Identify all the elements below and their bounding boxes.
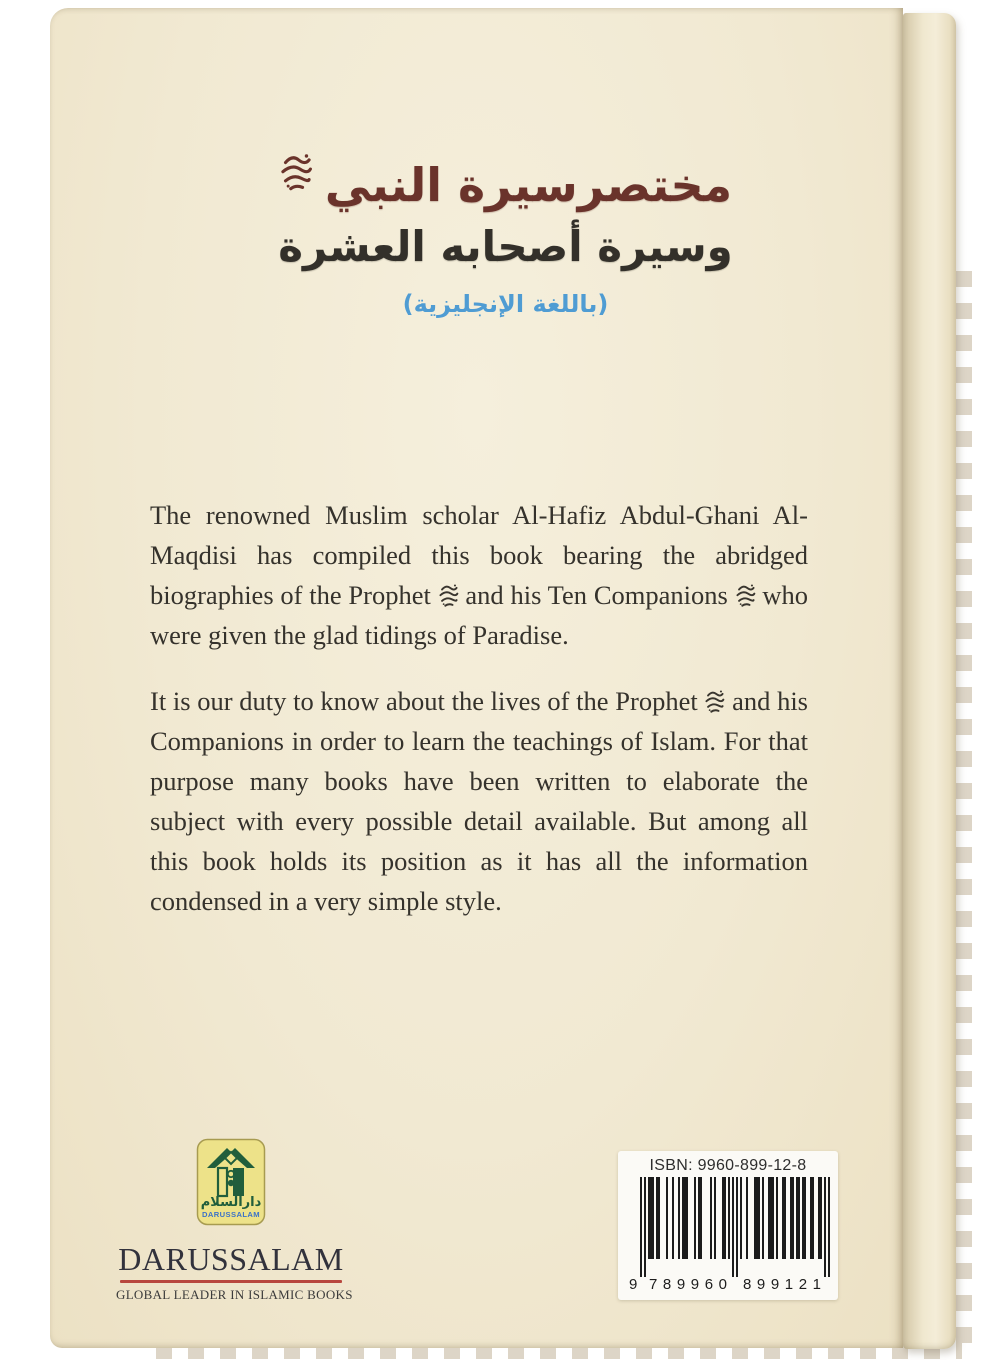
publisher-name: DARUSSALAM [118, 1241, 344, 1277]
barcode-digit-left: 9 [629, 1276, 638, 1293]
publisher-badge-label: DARUSSALAM [202, 1210, 260, 1219]
pbuh-calligraphy-icon [279, 150, 313, 196]
publisher-block [116, 1138, 353, 1303]
barcode-digit-group-2: 899121 [743, 1276, 821, 1293]
p1-segment-2: and his Ten Companions [465, 580, 728, 610]
pbuh-inline-icon [438, 583, 459, 609]
barcode-digit-group-1: 789960 [649, 1276, 727, 1293]
shadow-checker-right [956, 255, 972, 1347]
publisher-tagline: GLOBAL LEADER IN ISLAMIC BOOKS [116, 1287, 353, 1302]
description-paragraph-2 [150, 681, 808, 921]
pbuh-inline-icon [704, 689, 725, 715]
book [50, 8, 956, 1348]
isbn-label: ISBN: 9960-899-12-8 [649, 1157, 807, 1174]
companions-honorific-icon [735, 583, 756, 609]
p1-segment-3: who were given the glad tidings of Paradise. [150, 580, 808, 650]
publisher-underline [120, 1280, 342, 1283]
publisher-logo-badge [196, 1138, 266, 1226]
p2-segment-2: and his Companions in order to learn the teachings of Islam. For that purpose many books have been written to elaborate the subject with every possible detail available. But among all this book holds its position as it has all the information condensed in a very simple style. [150, 686, 808, 916]
arabic-title-line2: وسيرة أصحابه العشرة [278, 221, 733, 271]
p2-segment-1: It is our duty to know about the lives of the Prophet [150, 686, 698, 716]
arabic-title-line1: مختصرسيرة النبي [324, 158, 733, 212]
barcode [624, 1177, 832, 1293]
description-text [150, 495, 808, 921]
publisher-badge-arabic: دارالسلام [200, 1195, 262, 1210]
barcode-panel [618, 1151, 838, 1300]
description-paragraph-1 [150, 495, 808, 655]
p1-segment-1: The renowned Muslim scholar Al-Hafiz Abdul-Ghani Al-Maqdisi has compiled this book bearing the abridged biographies of the Prophet [150, 500, 808, 610]
arabic-language-note: (باللغة الإنجليزية) [402, 290, 609, 319]
back-cover [50, 8, 903, 1348]
arabic-title-line1-row [79, 156, 932, 216]
arabic-title-block [79, 156, 932, 318]
